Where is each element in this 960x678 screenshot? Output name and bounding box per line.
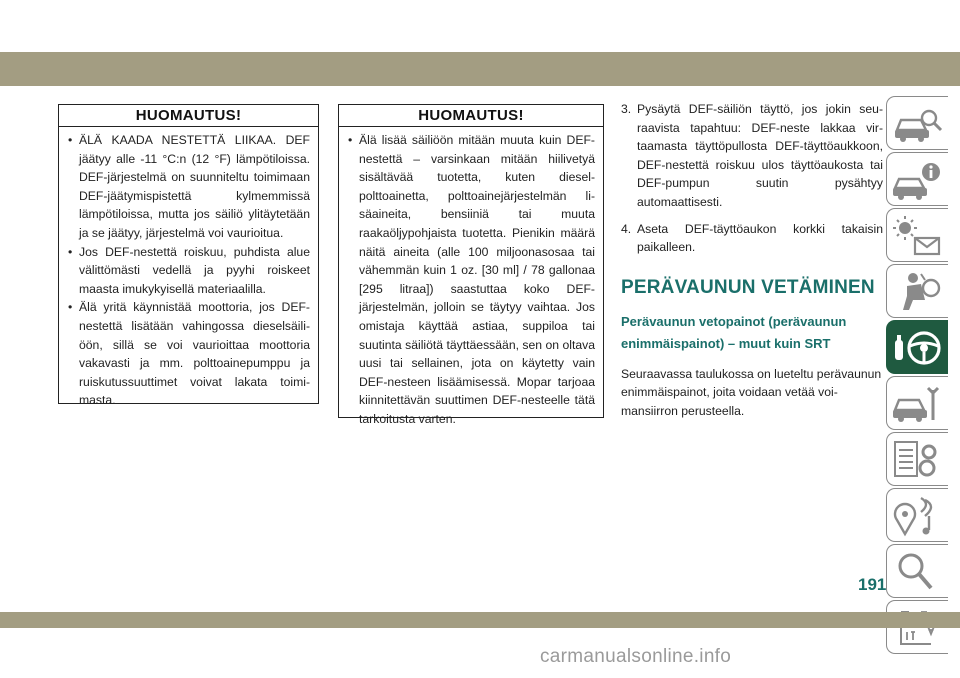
notice-title: HUOMAUTUS! (339, 105, 603, 127)
notice-box-overfill (58, 104, 319, 408)
airbag-safety-icon (891, 270, 945, 314)
notice-bullet: • ÄLÄ KAADA NESTETTÄ LIIKAA. DEF jäätyy alle -11 °C:n (12 °F) lämpötiloissa. DEF-järjestelmä on suunniteltu toimimaan DEF-jäätymispistettä kylmemmissä lämpötiloissa, mutta jos säiliö ylitäytetään ja se jäätyy, järjestelmä voi vaurioitua. (67, 131, 310, 243)
step-text: Pysäytä DEF-säiliön täyttö, jos jokin seuraavista tapahtuu: DEF-neste lakkaa virtaamasta täyttöpullosta DEF-täyttöaukkoon, DEF-nestettä roiskuu ulos täyttöaukosta tai DEF-pumpun suutin pysähtyy automaattisesti. (637, 102, 883, 209)
tab-maintenance[interactable] (886, 432, 948, 486)
watermark-text: carmanualsonline.info (540, 646, 732, 667)
tab-service[interactable] (886, 376, 948, 430)
page-number: 191 (858, 575, 887, 594)
right-column (621, 100, 883, 421)
notice-bullet: • Älä yritä käynnistää moottoria, jos DEF-nestettä lisätään vahingossa dieselsäiliöön, sillä se voi vaurioittaa moottoria vakavasti ja mm. polttoainepumppu ja ruiskutussuuttimet voivat lakata toimimasta. (67, 298, 310, 410)
step-number: 4. (621, 221, 632, 236)
tab-safety[interactable] (886, 264, 948, 318)
maintenance-gears-icon (891, 438, 945, 482)
footer-band (0, 612, 960, 628)
step-text: Aseta DEF-täyttöaukon korkki takaisin paikalleen. (637, 221, 883, 255)
multimedia-icon (891, 494, 945, 538)
tab-warning-lights[interactable] (886, 208, 948, 262)
tab-search[interactable] (886, 544, 948, 598)
car-search-icon (891, 102, 945, 146)
step-item (621, 220, 883, 257)
tab-car-search[interactable] (886, 96, 948, 150)
section-title: PERÄVAUNUN VETÄMINEN (621, 276, 875, 298)
notice-title: HUOMAUTUS! (59, 105, 318, 127)
notice-bullet: • Älä lisää säiliöön mitään muuta kuin DEF-nestettä – varsinkaan mitään hiilivetyä sisältävää tuotetta, kuten dieselpolttoainetta, polttoainejärjestelmän lisäaineita, bensiiniä tai muuta raakaöljypohjaista tuotetta. Pienikin määrä näitä aineita (alle 100 miljoonasosaa tai vähemmän kuin 1 oz. [30 ml] / 78 gallonaa [295 litraa]) saastuttaa koko DEF-järjestelmän, jolloin se täytyy vaihtaa. Jos omistaja käyttää astiaa, suppiloa tai suutinta säiliötä täyttäessään, sen on oltava uusi tai sellainen, jota on käytetty vain DEF-nesteen lisäämisessä. Mopar tarjoaa kiinnitettävän suuttimen DEF-nesteelle tätä tarkoitusta varten. (347, 131, 595, 429)
car-wrench-service-icon (891, 382, 945, 426)
tab-multimedia[interactable] (886, 488, 948, 542)
tab-car-info[interactable] (886, 152, 948, 206)
subsection-title: Perävaunun vetopainot (perävaunun enimmäispainot) – muut kuin SRT (621, 313, 847, 351)
step-number: 3. (621, 102, 632, 116)
body-paragraph: Seuraavassa taulukossa on lueteltu perävaunun enimmäispainot, joita voidaan vetää voimansiirron perusteella. (621, 366, 882, 418)
steering-wheel-start-icon (891, 326, 945, 370)
car-info-icon (891, 158, 945, 202)
notice-bullet: • Jos DEF-nestettä roiskuu, puhdista alue välittömästi vedellä ja pyyhi roiskeet maasta imukykyisellä materiaalilla. (67, 243, 310, 299)
warning-lights-message-icon (891, 214, 945, 258)
tab-starting-operating[interactable] (886, 320, 948, 374)
magnifier-index-icon (891, 550, 945, 594)
step-item (621, 100, 883, 212)
notice-box-contamination (338, 104, 604, 426)
chapter-tabs (886, 96, 948, 656)
header-band (0, 52, 960, 86)
